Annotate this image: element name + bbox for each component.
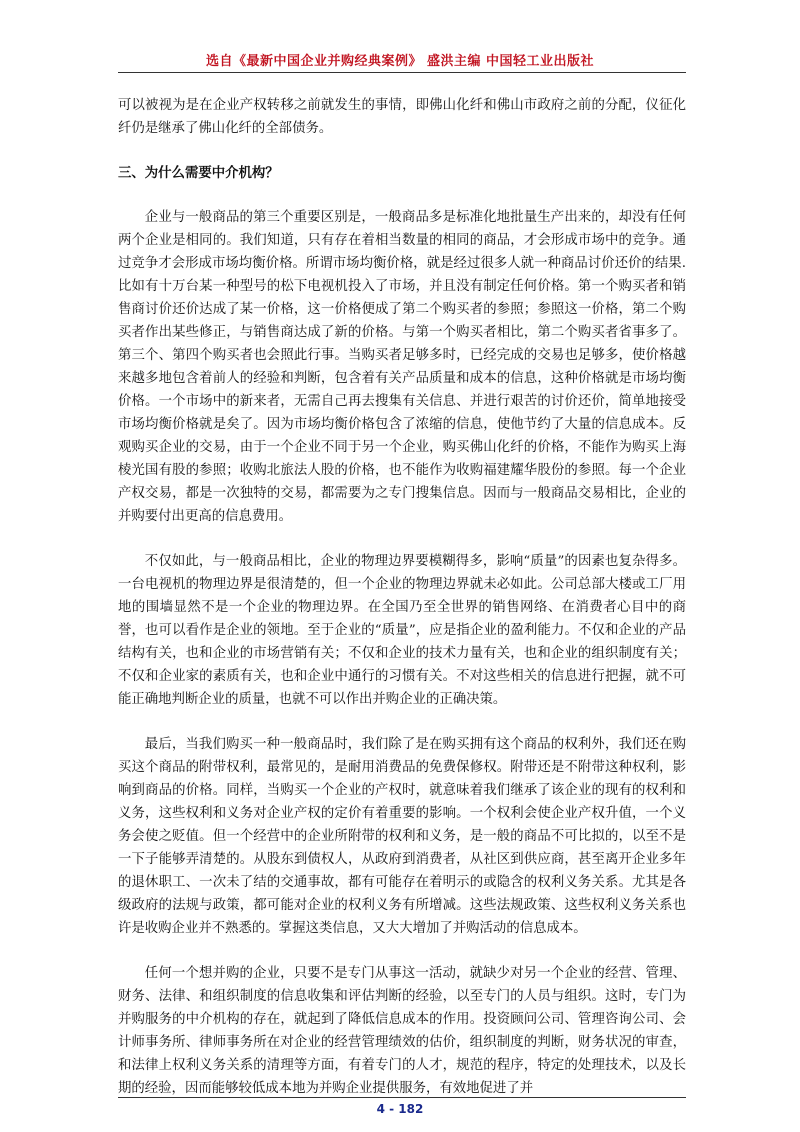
footer-rule [118,1097,686,1098]
continued-paragraph: 可以被视为是在企业产权转移之前就发生的事情，即佛山化纤和佛山市政府之前的分配，仪征化纤仍是继承了佛山化纤的全部债务。 [118,98,686,136]
header-rule [118,72,686,73]
paragraph-1: 企业与一般商品的第三个重要区别是，一般商品多是标准化地批量生产出来的，却没有任何两个企业是相同的。我们知道，只有存在着相当数量的相同的商品，才会形成市场中的竞争。通过竞争才会形成市场均衡价格。所谓市场均衡价格，就是经过很多人就一种商品讨价还价的结果.比如有十万台某一种型号的松下电视机投入了市场，并且没有制定任何价格。第一个购买者和销售商讨价还价达成了某一价格，这一价格便成了第二个购买者的参照；参照这一价格，第二个购买者作出某些修正，与销售商达成了新的价格。与第一个购买者相比，第二个购买者省事多了。第三个、第四个购买者也会照此行事。当购买者足够多时，已经完成的交易也足够多，使价格越来越多地包含着前人的经验和判断，包含着有关产品质量和成本的信息，这种价格就是市场均衡价格。一个市场中的新来者，无需自己再去搜集有关信息、并进行艰苦的讨价还价，简单地接受市场均衡价格就是矣了。因为市场均衡价格包含了浓缩的信息，使他节约了大量的信息成本。反观购买企业的交易，由于一个企业不同于另一个企业，购买佛山化纤的价格，不能作为购买上海棱光国有股的参照；收购北旅法人股的价格，也不能作为收购福建耀华股份的参照。每一个企业产权交易，都是一次独特的交易，都需要为之专门搜集信息。因而与一般商品交易相比，企业的并购要付出更高的信息费用。 [118,210,686,524]
section-heading: 三、为什么需要中介机构？ [118,166,279,181]
paragraph-3: 最后，当我们购买一种一般商品时，我们除了是在购买拥有这个商品的权利外，我们还在购买这个商品的附带权利，最常见的，是耐用消费品的免费保修权。附带还是不附带这种权利，影响到商品的价格。同样，当购买一个企业的产权时，就意味着我们继承了该企业的现有的权利和义务，这些权利和义务对企业产权的定价有着重要的影响。一个权利会使企业产权升值，一个义务会使之贬值。但一个经营中的企业所附带的权利和义务，是一般的商品不可比拟的，以至不是一下子能够弄清楚的。从股东到债权人，从政府到消费者，从社区到供应商，甚至离开企业多年的退休职工、一次未了结的交通事故，都有可能存在着明示的或隐含的权利义务关系。尤其是各级政府的法规与政策，都可能对企业的权利义务有所增减。这些法规政策、这些权利义务关系也许是收购企业并不熟悉的。掌握这类信息，又大大增加了并购活动的信息成本。 [118,737,686,936]
document-body [118,94,686,1122]
source-header: 选自《最新中国企业并购经典案例》 盛洪主编 中国轻工业出版社 [205,54,595,69]
paragraph-4: 任何一个想并购的企业，只要不是专门从事这一活动，就缺少对另一个企业的经营、管理、财务、法律、和组织制度的信息收集和评估判断的经验，以至专门的人员与组织。这时，专门为并购服务的中介机构的存在，就起到了降低信息成本的作用。投资顾问公司、管理咨询公司、会计师事务所、律师事务所在对企业的经营管理绩效的估价，组织制度的判断，财务状况的审查，和法律上权利义务关系的清理等方面，有着专门的人才，规范的程序，特定的处理技术，以及长期的经验，因而能够较低成本地为并购企业提供服务，有效地促进了并 [118,966,686,1096]
paragraph-2: 不仅如此，与一般商品相比，企业的物理边界要模糊得多，影响“质量”的因素也复杂得多。一台电视机的物理边界是很清楚的，但一个企业的物理边界就未必如此。公司总部大楼或工厂用地的围墙显然不是一个企业的物理边界。在全国乃至全世界的销售网络、在消费者心目中的商誉，也可以看作是企业的领地。至于企业的“质量”，应是指企业的盈利能力。不仅和企业的产品结构有关，也和企业的市场营销有关；不仅和企业的技术力量有关，也和企业的组织制度有关；不仅和企业家的素质有关，也和企业中通行的习惯有关。不对这些相关的信息进行把握，就不可能正确地判断企业的质量，也就不可以作出并购企业的正确决策。 [118,554,686,707]
page-number: 4 - 182 [376,1102,424,1116]
